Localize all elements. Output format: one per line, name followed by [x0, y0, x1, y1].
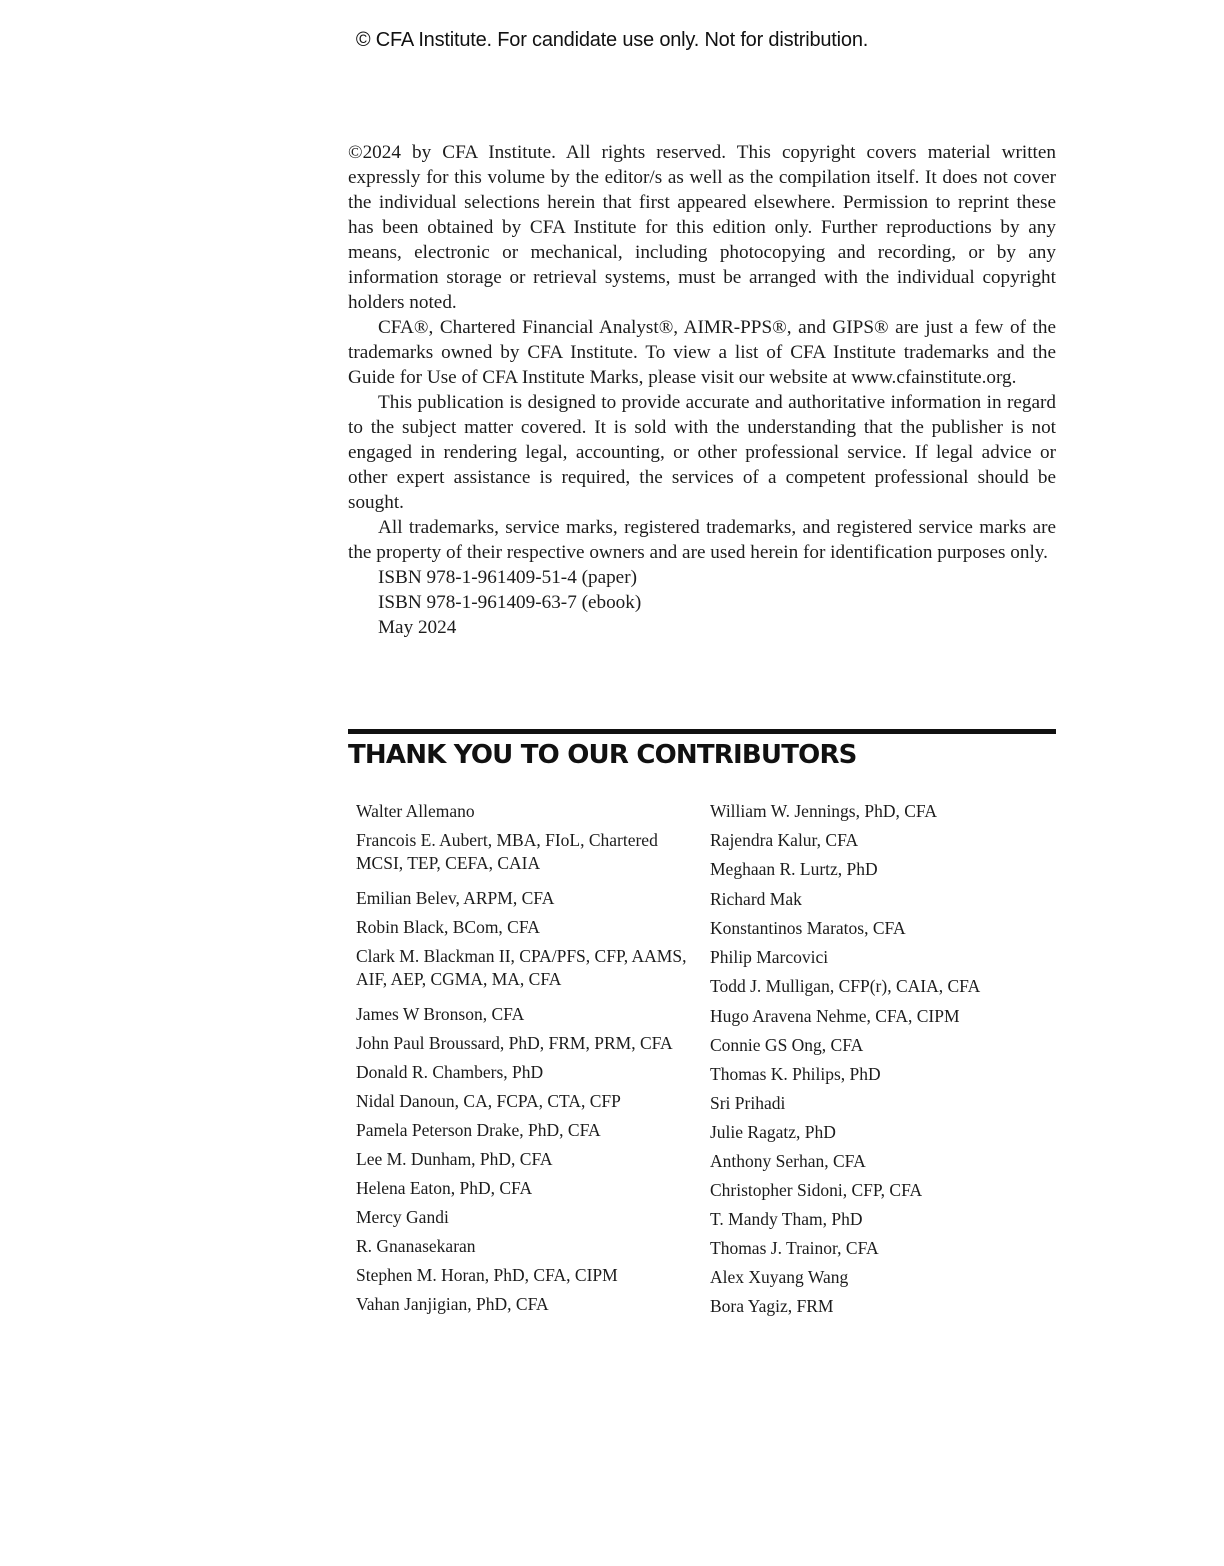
contributor-name: Donald R. Chambers, PhD	[356, 1062, 544, 1082]
contributor-name: Nidal Danoun, CA, FCPA, CTA, CFP	[356, 1091, 621, 1111]
contributor-name: Rajendra Kalur, CFA	[710, 830, 859, 850]
contributors-right-column	[710, 800, 1060, 1324]
isbn-paper: ISBN 978-1-961409-51-4 (paper)	[378, 567, 637, 588]
trademark-ownership-paragraph: All trademarks, service marks, registered trademarks, and registered service marks are the property of their respective owners and are used herein for identification purposes only.	[348, 517, 1056, 563]
contributors-left-column	[356, 800, 706, 1322]
contributor-name: Anthony Serhan, CFA	[710, 1151, 866, 1171]
disclaimer-paragraph: This publication is designed to provide accurate and authoritative information in regard to the subject matter covered. It is sold with the understanding that the publisher is not engaged in rendering legal, accounting, or other professional service. If legal advice or other expert assistance is required, the services of a competent professional should be sought.	[348, 392, 1056, 513]
publication-date: May 2024	[378, 617, 457, 638]
section-divider	[348, 729, 1056, 734]
contributor-name: Lee M. Dunham, PhD, CFA	[356, 1149, 553, 1169]
contributor-name: James W Bronson, CFA	[356, 1004, 525, 1024]
isbn-ebook: ISBN 978-1-961409-63-7 (ebook)	[378, 592, 642, 613]
contributor-name: Stephen M. Horan, PhD, CFA, CIPM	[356, 1265, 618, 1285]
contributor-name: Robin Black, BCom, CFA	[356, 917, 540, 937]
contributor-name: Thomas K. Philips, PhD	[710, 1064, 881, 1084]
contributor-name: R. Gnanasekaran	[356, 1236, 476, 1256]
contributor-name: Helena Eaton, PhD, CFA	[356, 1178, 533, 1198]
watermark-header: © CFA Institute. For candidate use only. Not for distribution.	[355, 29, 869, 51]
contributor-name: Konstantinos Maratos, CFA	[710, 918, 906, 938]
contributor-name: Christopher Sidoni, CFP, CFA	[710, 1180, 923, 1200]
contributor-name: Bora Yagiz, FRM	[710, 1296, 834, 1316]
contributor-name: William W. Jennings, PhD, CFA	[710, 801, 937, 821]
contributor-name: Pamela Peterson Drake, PhD, CFA	[356, 1120, 601, 1140]
contributor-name: John Paul Broussard, PhD, FRM, PRM, CFA	[356, 1033, 673, 1053]
contributor-name: Emilian Belev, ARPM, CFA	[356, 888, 555, 908]
contributor-name: Francois E. Aubert, MBA, FIoL, Chartered MCSI, TEP, CEFA, CAIA	[356, 830, 658, 873]
contributor-name: Julie Ragatz, PhD	[710, 1122, 836, 1142]
contributor-name: Connie GS Ong, CFA	[710, 1035, 864, 1055]
contributor-name: Philip Marcovici	[710, 947, 829, 967]
contributor-name: Hugo Aravena Nehme, CFA, CIPM	[710, 1006, 960, 1026]
contributor-name: Richard Mak	[710, 889, 802, 909]
contributor-name: Thomas J. Trainor, CFA	[710, 1238, 879, 1258]
contributor-name: Clark M. Blackman II, CPA/PFS, CFP, AAMS, AIF, AEP, CGMA, MA, CFA	[356, 946, 687, 989]
contributor-name: Sri Prihadi	[710, 1093, 786, 1113]
contributor-name: T. Mandy Tham, PhD	[710, 1209, 863, 1229]
copyright-paragraph: ©2024 by CFA Institute. All rights reserved. This copyright covers material written expressly for this volume by the editor/s as well as the compilation itself. It does not cover the individual selections herein that first appeared elsewhere. Permission to reprint these has been obtained by CFA Institute for this edition only. Further reproductions by any means, electronic or mechanical, including photocopying and recording, or by any information storage or retrieval systems, must be arranged with the individual copyright holders noted.	[348, 142, 1056, 313]
contributors-heading: THANK YOU TO OUR CONTRIBUTORS	[348, 740, 857, 770]
contributor-name: Alex Xuyang Wang	[710, 1267, 849, 1287]
contributor-name: Mercy Gandi	[356, 1207, 449, 1227]
copyright-notice	[348, 140, 1056, 640]
contributor-name: Walter Allemano	[356, 801, 475, 821]
trademark-paragraph: CFA®, Chartered Financial Analyst®, AIMR-PPS®, and GIPS® are just a few of the trademarks owned by CFA Institute. To view a list of CFA Institute trademarks and the Guide for Use of CFA Institute Marks, please visit our website at www.cfainstitute.org.	[348, 317, 1056, 388]
contributor-name: Vahan Janjigian, PhD, CFA	[356, 1294, 549, 1314]
contributor-name: Todd J. Mulligan, CFP(r), CAIA, CFA	[710, 976, 981, 996]
contributor-name: Meghaan R. Lurtz, PhD	[710, 859, 878, 879]
